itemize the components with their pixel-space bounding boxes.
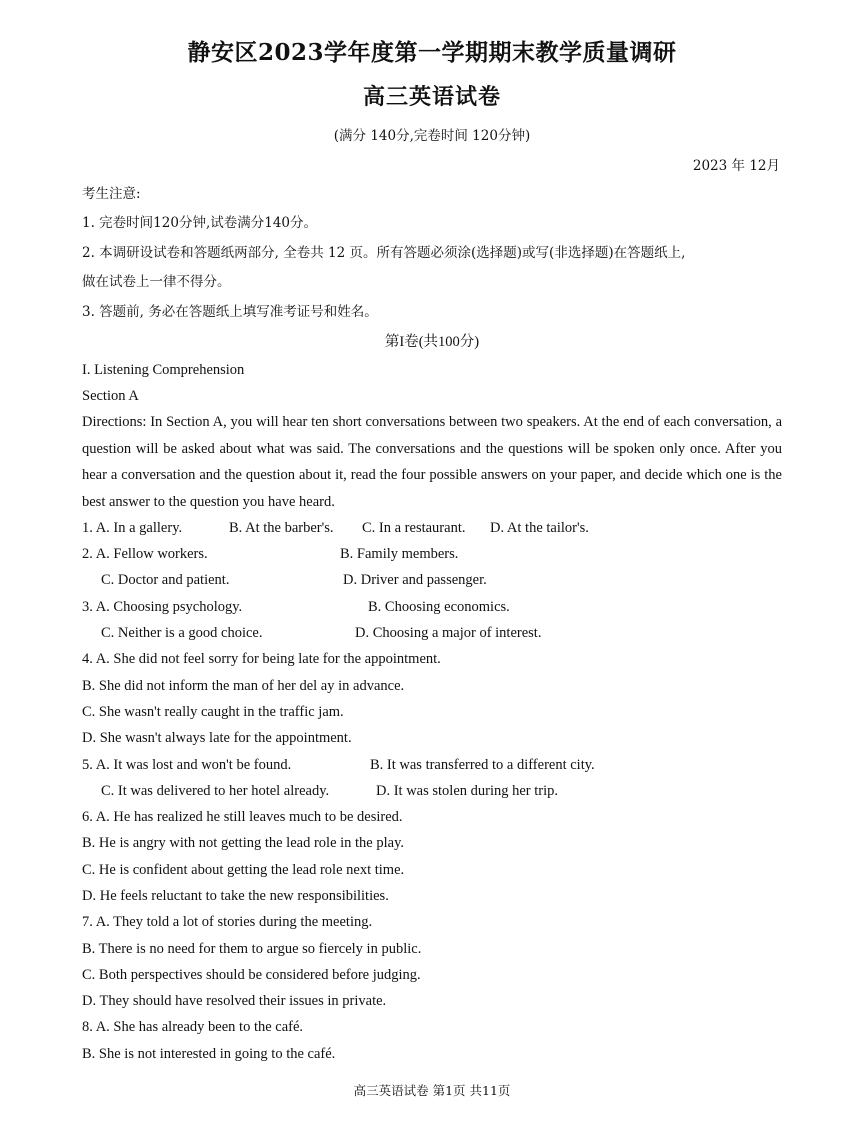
section-title: I. Listening Comprehension (82, 362, 245, 378)
notice-heading: 考生注意: (82, 186, 141, 202)
q1-option-c: C. In a restaurant. (362, 520, 466, 536)
notice-item-2-line-2: 做在试卷上一律不得分。 (82, 274, 231, 290)
q2-option-b: B. Family members. (340, 546, 459, 562)
page-footer: 高三英语试卷 第1页 共11页 (353, 1083, 511, 1098)
q4-option-a: 4. A. She did not feel sorry for being late for the appointment. (82, 651, 441, 667)
q1-option-d: D. At the tailor's. (490, 520, 589, 536)
q6-option-d: D. He feels reluctant to take the new responsibilities. (82, 888, 389, 904)
q1-option-a: 1. A. In a gallery. (82, 520, 183, 536)
q6-option-c: C. He is confident about getting the lead role next time. (82, 862, 405, 878)
exam-date: 2023 年 12月 (692, 158, 780, 174)
q6-option-b: B. He is angry with not getting the lead role in the play. (82, 835, 405, 851)
q1-option-b: B. At the barber's. (229, 520, 334, 536)
q4-option-c: C. She wasn't really caught in the traffic jam. (82, 704, 344, 720)
q7-option-a: 7. A. They told a lot of stories during the meeting. (82, 914, 373, 930)
exam-title: 静安区2023学年度第一学期期末教学质量调研 (187, 39, 677, 66)
part-title: 第I卷(共100分) (384, 334, 480, 350)
q7-option-c: C. Both perspectives should be considered before judging. (82, 967, 421, 983)
q5-option-b: B. It was transferred to a different city. (370, 757, 595, 773)
q3-option-c: C. Neither is a good choice. (101, 625, 263, 641)
notice-item-2-line-1: 2. 本调研设试卷和答题纸两部分, 全卷共 12 页。所有答题必须涂(选择题)或写(非选择题)在答题纸上, (82, 245, 686, 261)
q8-option-a: 8. A. She has already been to the café. (82, 1019, 304, 1035)
exam-subtitle: 高三英语试卷 (362, 84, 501, 110)
directions-paragraph: Directions: In Section A, you will hear ten short conversations between two speakers. At the end of each conversation, a question will be asked about what was said. The conversations and the questions will be spoken only once. After you hear a conversation and the question about it, read the four possible answers on your paper, and decide which one is the best answer to the question you have heard. (82, 414, 782, 510)
q5-option-a: 5. A. It was lost and won't be found. (82, 757, 292, 773)
q6-option-a: 6. A. He has realized he still leaves much to be desired. (82, 809, 403, 825)
q7-option-b: B. There is no need for them to argue so fiercely in public. (82, 941, 422, 957)
q8-option-b: B. She is not interested in going to the café. (82, 1046, 336, 1062)
notice-item-3: 3. 答题前, 务必在答题纸上填写准考证号和姓名。 (82, 304, 378, 320)
section-subtitle: Section A (82, 388, 139, 404)
q3-option-a: 3. A. Choosing psychology. (82, 599, 243, 615)
notice-item-1: 1. 完卷时间120分钟,试卷满分140分。 (82, 215, 317, 231)
q5-option-d: D. It was stolen during her trip. (376, 783, 559, 799)
q2-option-d: D. Driver and passenger. (343, 572, 487, 588)
q5-option-c: C. It was delivered to her hotel already. (101, 783, 330, 799)
q7-option-d: D. They should have resolved their issues in private. (82, 993, 387, 1009)
q3-option-b: B. Choosing economics. (368, 599, 510, 615)
q2-option-a: 2. A. Fellow workers. (82, 546, 208, 562)
q3-option-d: D. Choosing a major of interest. (355, 625, 542, 641)
q4-option-b: B. She did not inform the man of her del ay in advance. (82, 678, 405, 694)
exam-meta: (满分 140分,完卷时间 120分钟) (333, 128, 531, 144)
top-edge-artifact (80, 0, 780, 4)
q2-option-c: C. Doctor and patient. (101, 572, 230, 588)
q4-option-d: D. She wasn't always late for the appointment. (82, 730, 352, 746)
